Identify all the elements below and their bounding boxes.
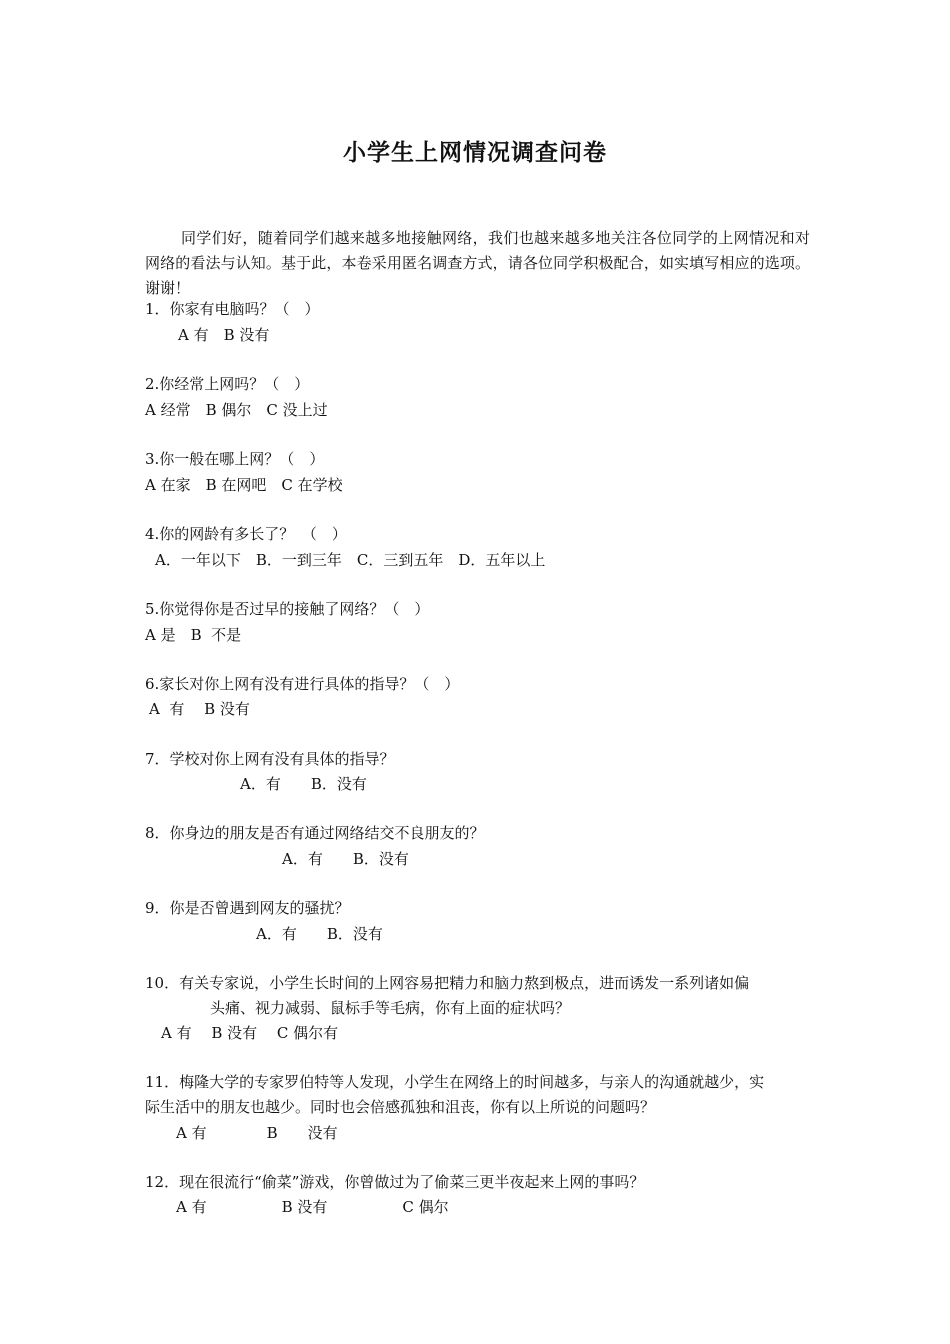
question-12: 12．现在很流行“偷菜”游戏，你曾做过为了偷菜三更半夜起来上网的事吗？ [145,1173,645,1191]
question-7: 7．学校对你上网有没有具体的指导？ [145,750,395,768]
question-4-options: A．一年以下 B．一到三年 C．三到五年 D．五年以上 [155,551,546,569]
question-9-options: A．有 B．没有 [256,925,383,943]
question-11: 11．梅隆大学的专家罗伯特等人发现，小学生在网络上的时间越多，与亲人的沟通就越少，实 [145,1073,765,1091]
question-2: 2.你经常上网吗？（ ） [145,375,310,393]
question-10-options: A 有 B 没有 C 偶尔有 [161,1024,339,1042]
question-8-options: A．有 B．没有 [282,850,409,868]
question-9: 9．你是否曾遇到网友的骚扰？ [145,899,350,917]
question-1-options: A 有 B 没有 [178,326,270,344]
question-8: 8．你身边的朋友是否有通过网络结交不良朋友的？ [145,824,485,842]
question-10-continued: 头痛、视力减弱、鼠标手等毛病，你有上面的症状吗？ [210,999,571,1017]
question-11-continued: 际生活中的朋友也越少。同时也会倍感孤独和沮丧，你有以上所说的问题吗？ [145,1098,656,1116]
question-6-options: A 有 B 没有 [149,700,250,718]
intro-paragraph: 同学们好，随着同学们越来越多地接触网络，我们也越来越多地关注各位同学的上网情况和对网络的看法与认知。基于此，本卷采用匿名调查方式，请各位同学积极配合，如实填写相应的选项。谢谢！ [145,229,810,297]
question-3-options: A 在家 B 在网吧 C 在学校 [145,476,343,494]
question-12-options: A 有 B 没有 C 偶尔 [176,1198,449,1216]
page-title: 小学生上网情况调查问卷 [343,140,607,166]
question-2-options: A 经常 B 偶尔 C 没上过 [145,401,328,419]
question-10: 10．有关专家说，小学生长时间的上网容易把精力和脑力熬到极点，进而诱发一系列诸如偏 [145,974,750,992]
question-11-options: A 有 B 没有 [176,1124,338,1142]
question-6: 6.家长对你上网有没有进行具体的指导？（ ） [145,675,460,693]
question-4: 4.你的网龄有多长了？ （ ） [145,525,347,543]
question-5-options: A 是 B 不是 [145,626,242,644]
question-1: 1．你家有电脑吗？（ ） [145,300,320,318]
question-3: 3.你一般在哪上网？（ ） [145,450,325,468]
question-5: 5.你觉得你是否过早的接触了网络？（ ） [145,600,430,618]
question-7-options: A．有 B．没有 [240,775,367,793]
